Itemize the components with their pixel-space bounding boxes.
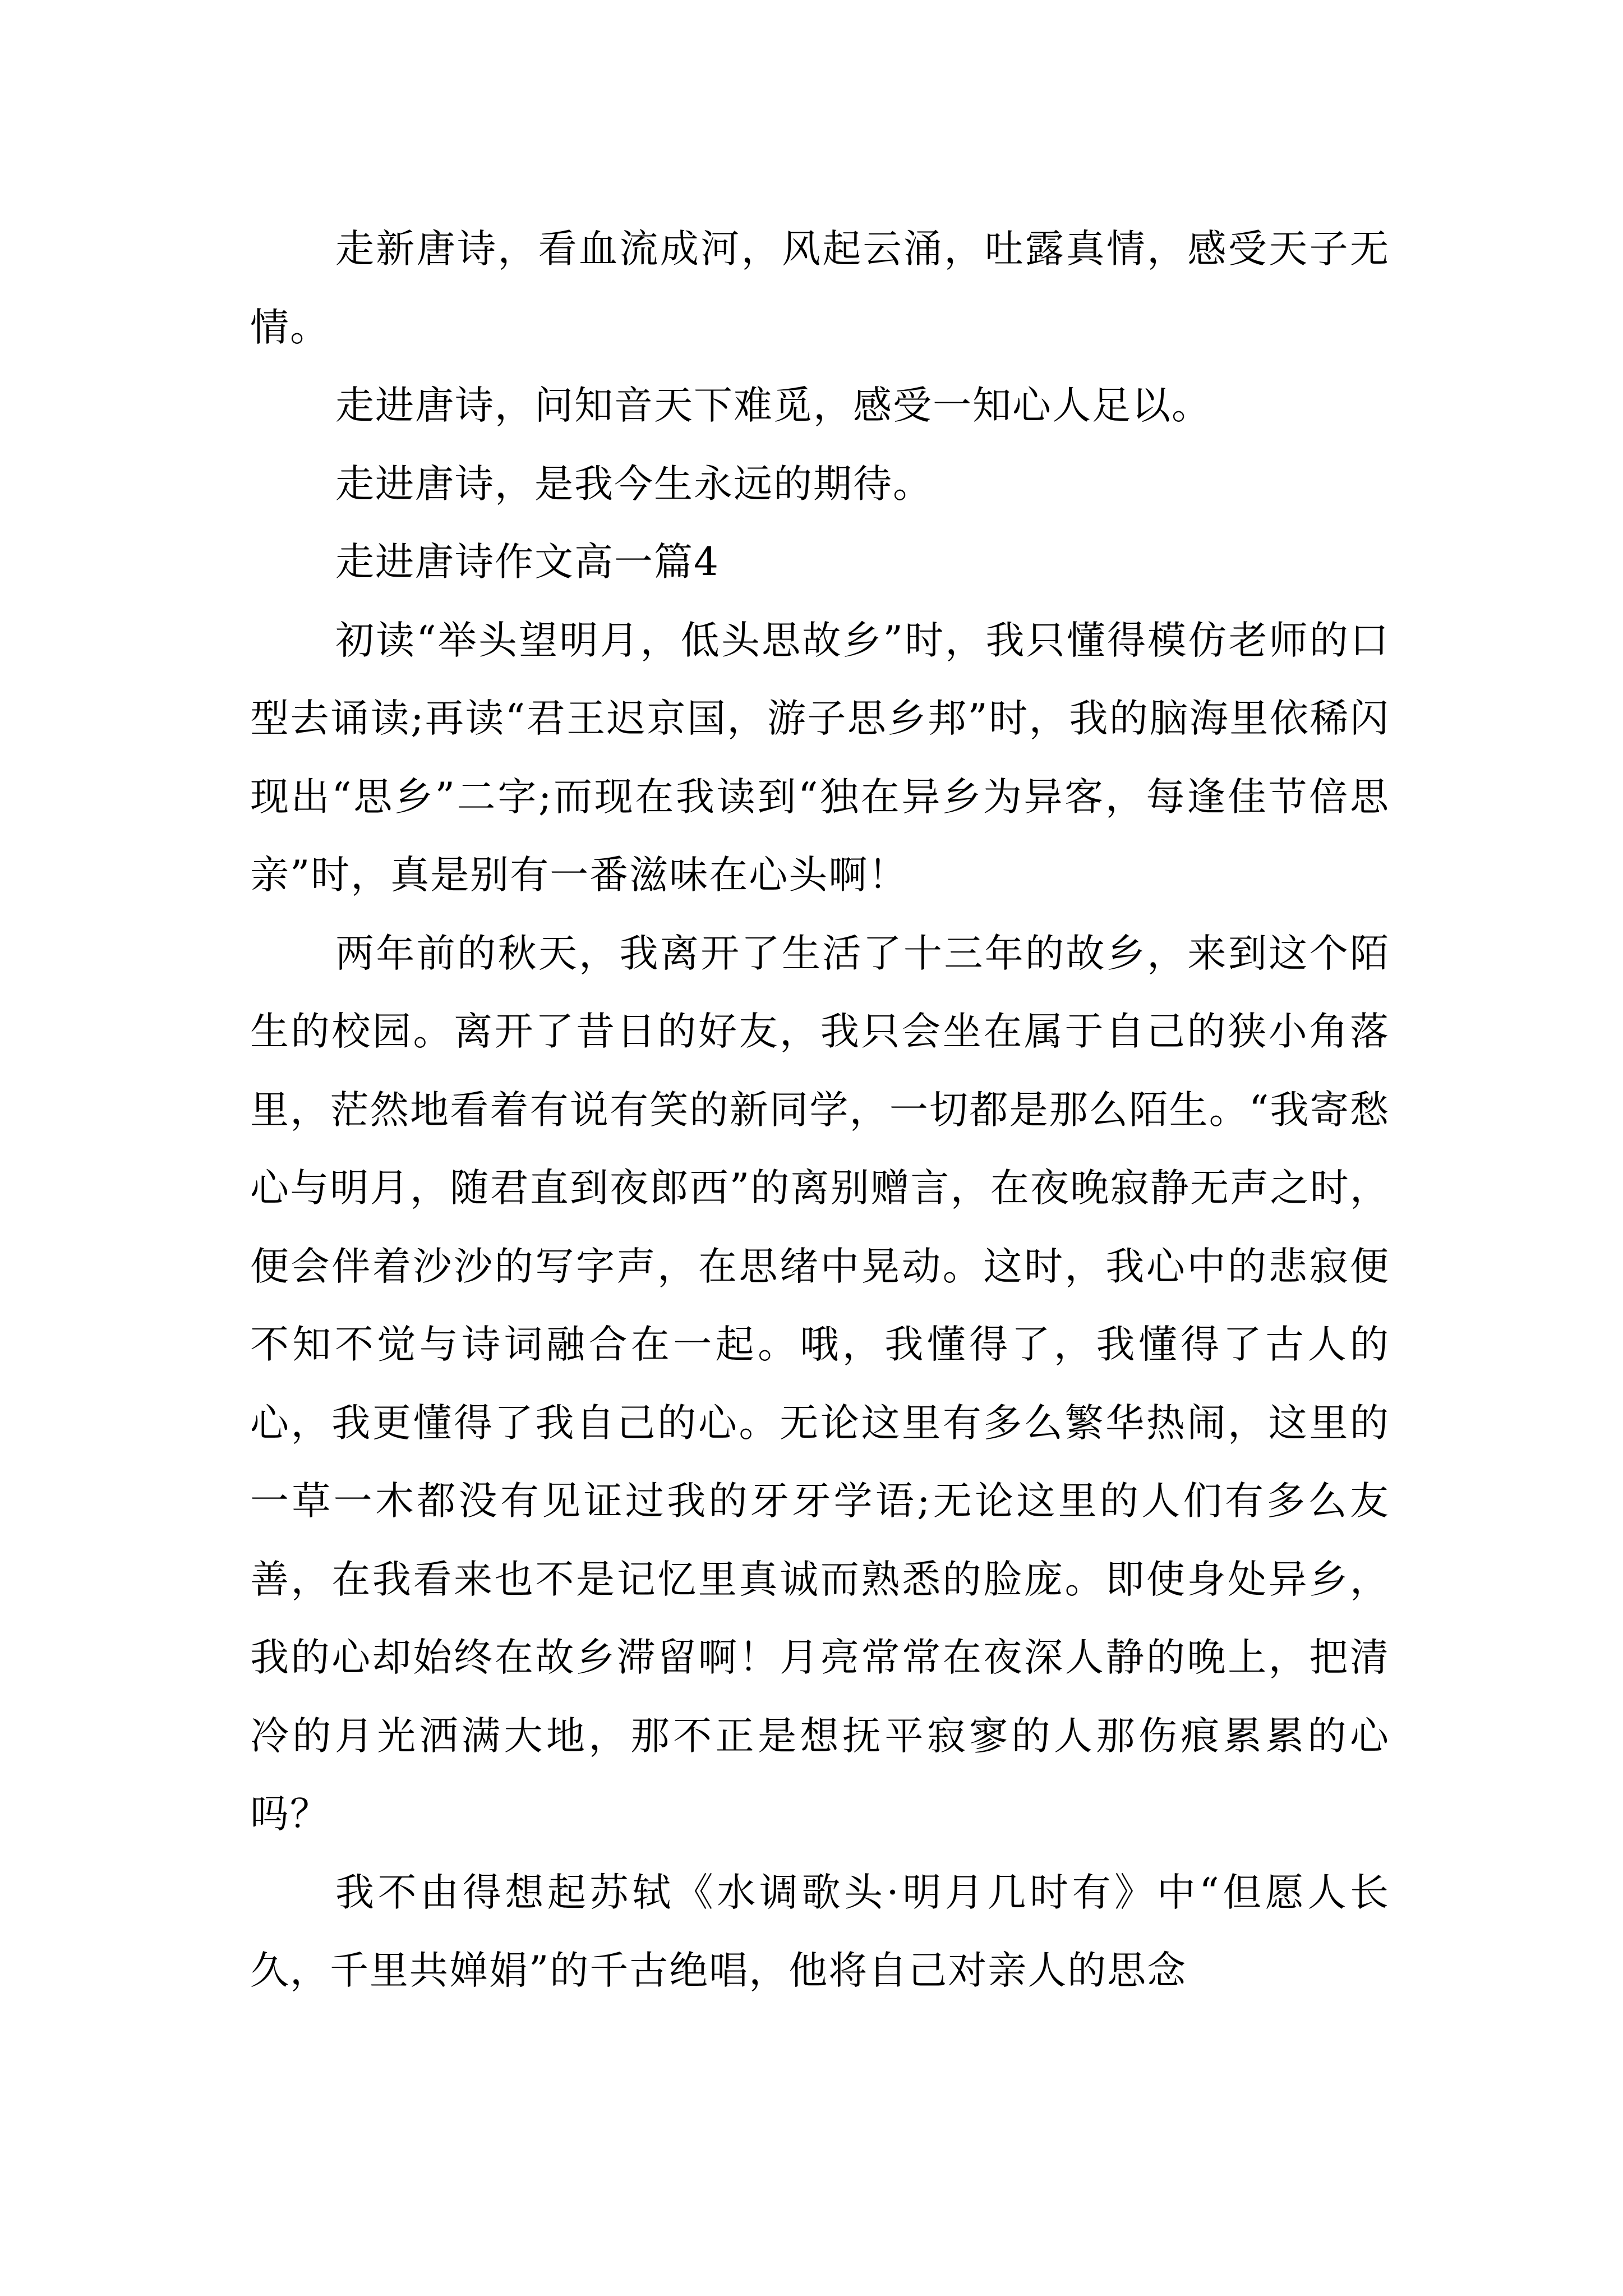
paragraph-1: 走新唐诗，看血流成河，风起云涌，吐露真情，感受天子无情。 <box>250 227 1390 350</box>
document-body <box>250 210 1390 2010</box>
paragraph-3: 走进唐诗，是我今生永远的期待。 <box>335 461 933 507</box>
section-heading: 走进唐诗作文高一篇4 <box>335 540 720 585</box>
body-paragraph-1: 初读“举头望明月，低头思故乡”时，我只懂得模仿老师的口型去诵读;再读“君王迟京国，游子思乡邦”时，我的脑海里依稀闪现出“思乡”二字;而现在我读到“独在异乡为异客，每逢佳节倍思亲”时，真是别有一番滋味在心头啊！ <box>250 618 1390 898</box>
paragraph-2: 走进唐诗，问知音天下难觅，感受一知心人足以。 <box>335 383 1211 428</box>
body-paragraph-2: 两年前的秋天，我离开了生活了十三年的故乡，来到这个陌生的校园。离开了昔日的好友，我只会坐在属于自己的狭小角落里，茫然地看着有说有笑的新同学，一切都是那么陌生。“我寄愁心与明月，随君直到夜郎西”的离别赠言，在夜晚寂静无声之时，便会伴着沙沙的写字声，在思绪中晃动。这时，我心中的悲寂便不知不觉与诗词融合在一起。哦，我懂得了，我懂得了古人的心，我更懂得了我自己的心。无论这里有多么繁华热闹，这里的一草一木都没有见证过我的牙牙学语;无论这里的人们有多么友善，在我看来也不是记忆里真诚而熟悉的脸庞。即使身处异乡，我的心却始终在故乡滞留啊！月亮常常在夜深人静的晚上，把清冷的月光洒满大地，那不正是想抚平寂寥的人那伤痕累累的心吗？ <box>250 931 1390 1837</box>
body-paragraph-3: 我不由得想起苏轼《水调歌头·明月几时有》中“但愿人长久，千里共婵娟”的千古绝唱，他将自己对亲人的思念 <box>250 1870 1390 1993</box>
